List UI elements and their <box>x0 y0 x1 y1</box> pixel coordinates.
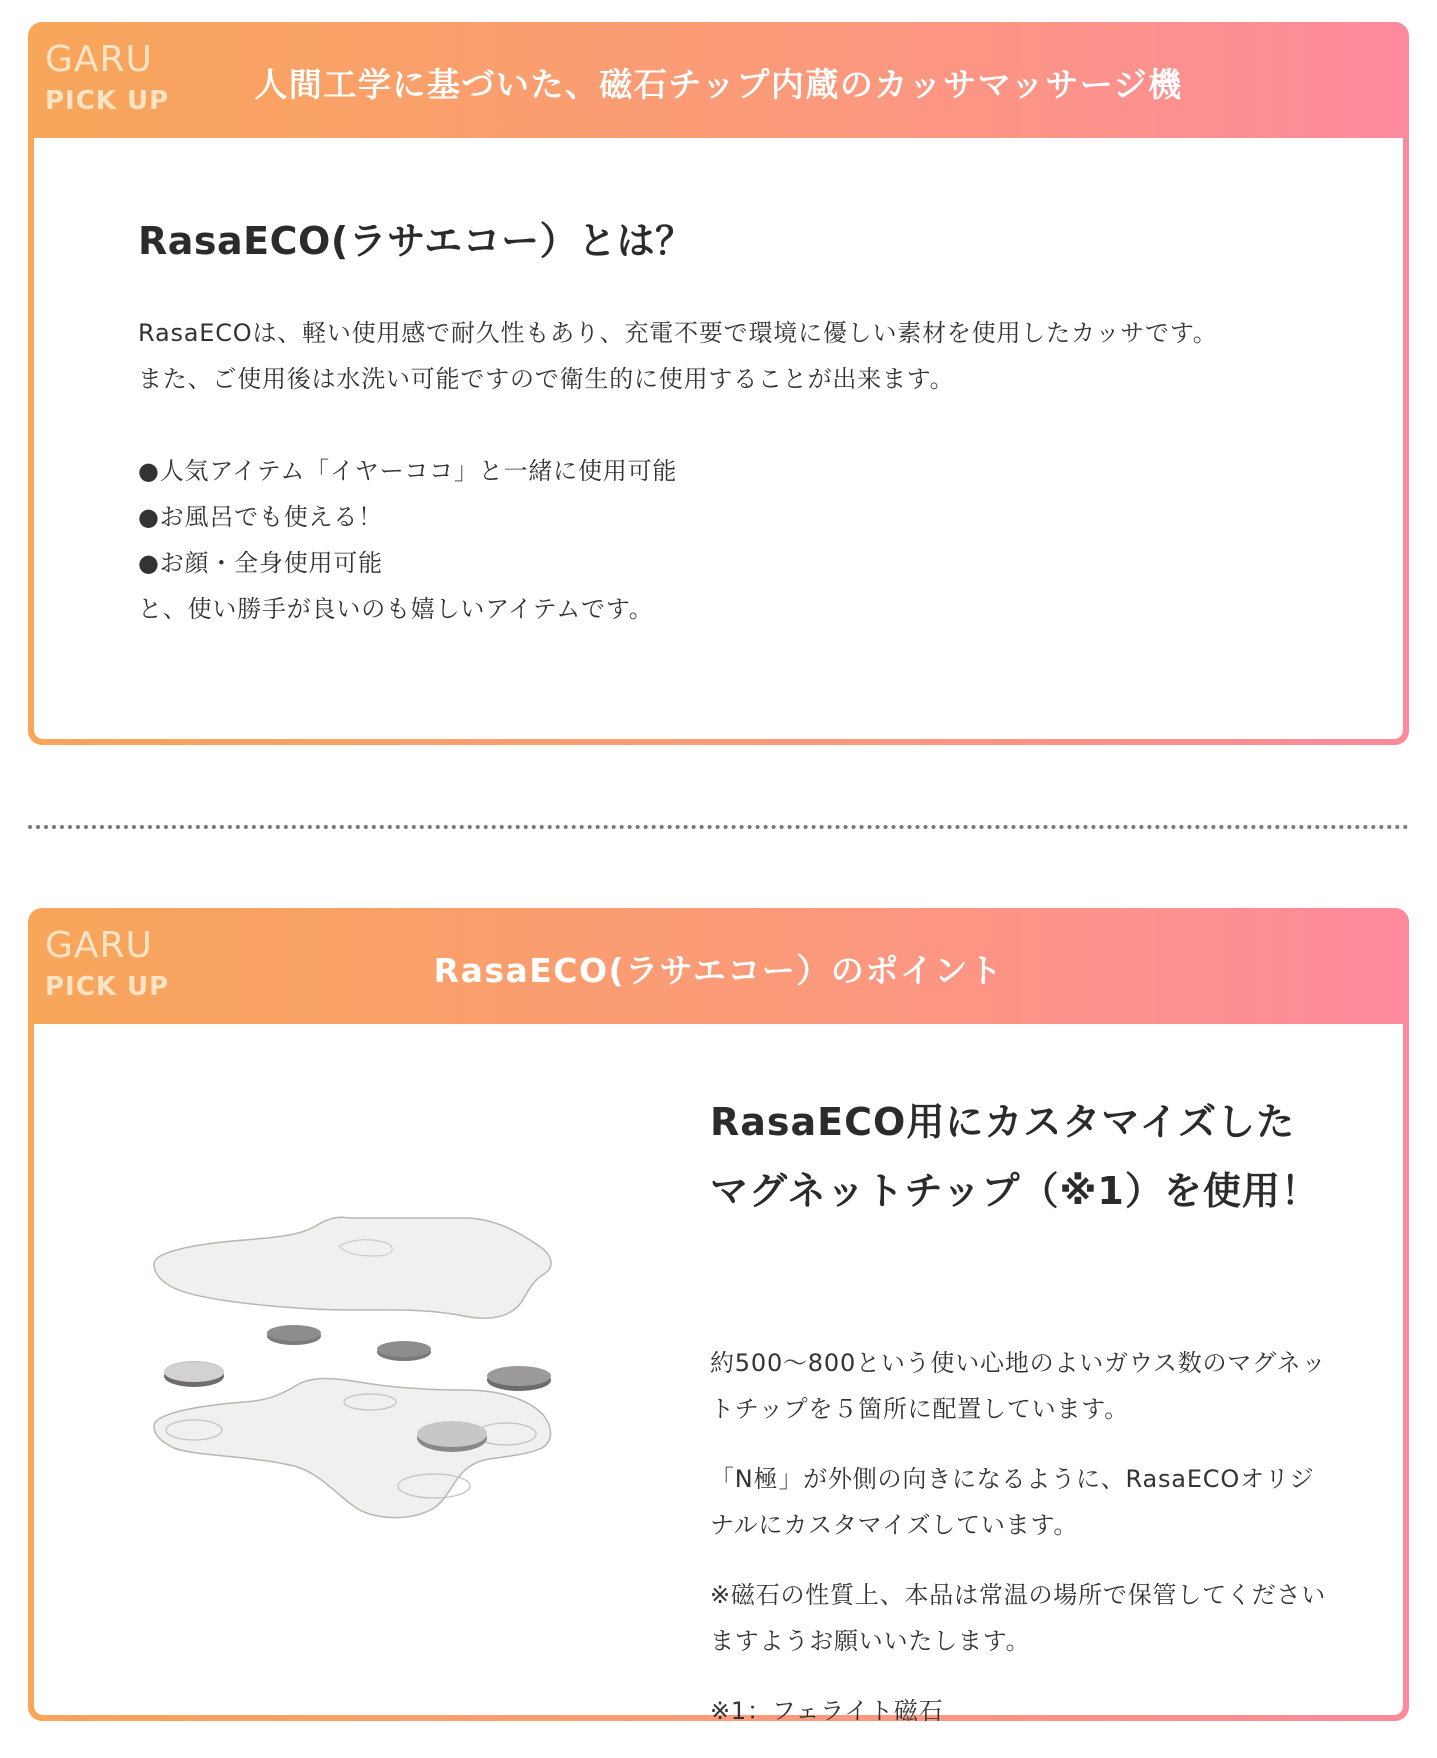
pickup-card-points <box>28 908 1409 1725</box>
paragraph: また、ご使用後は水洗い可能ですので衛生的に使用することが出来ます。 <box>138 365 955 393</box>
badge-garu: GARU <box>45 925 153 966</box>
dotted-divider <box>28 825 1409 829</box>
feature-item: ●お風呂でも使える！ <box>138 503 383 531</box>
cassa-magnet-illustration <box>134 1194 614 1524</box>
bottom-plate <box>154 1379 551 1518</box>
badge-pickup: PICK UP <box>45 972 170 1002</box>
footnote: ※1：フェライト磁石 <box>710 1697 944 1725</box>
feature-item: ●お顔・全身使用可能 <box>138 549 383 577</box>
note: ※磁石の性質上、本品は常温の場所で保管してくださいますようお願いいたします。 <box>710 1581 1327 1655</box>
point-heading: RasaECO用にカスタマイズしたマグネットチップ（※1）を使用！ <box>710 1100 1320 1213</box>
top-plate <box>154 1217 551 1318</box>
paragraph: 「N極」が外側の向きになるように、RasaECOオリジナルにカスタマイズしています。 <box>710 1465 1315 1539</box>
card-header-title: 人間工学に基づいた、磁石チップ内蔵のカッサマッサージ機 <box>254 65 1183 104</box>
paragraph: RasaECOは、軽い使用感で耐久性もあり、充電不要で環境に優しい素材を使用したカッサです。 <box>138 319 1218 347</box>
point-body <box>710 1316 1330 1758</box>
card-header-title: RasaECO(ラサエコー）のポイント <box>433 951 1004 990</box>
feature-item: ●人気アイテム「イヤーココ」と一緒に使用可能 <box>138 457 678 485</box>
card-body <box>34 138 1403 739</box>
section-heading: RasaECO(ラサエコー）とは？ <box>138 219 694 263</box>
card-header <box>28 908 1409 1024</box>
card-body <box>34 1024 1403 1725</box>
badge-garu: GARU <box>45 39 153 80</box>
card-header <box>28 22 1409 138</box>
paragraph: 約500〜800という使い心地のよいガウス数のマグネットチップを５箇所に配置しています。 <box>710 1349 1327 1423</box>
badge-pickup: PICK UP <box>45 86 170 116</box>
closing-text: と、使い勝手が良いのも嬉しいアイテムです。 <box>138 595 654 623</box>
pickup-card-about <box>28 22 1409 745</box>
section-body <box>138 310 1298 632</box>
